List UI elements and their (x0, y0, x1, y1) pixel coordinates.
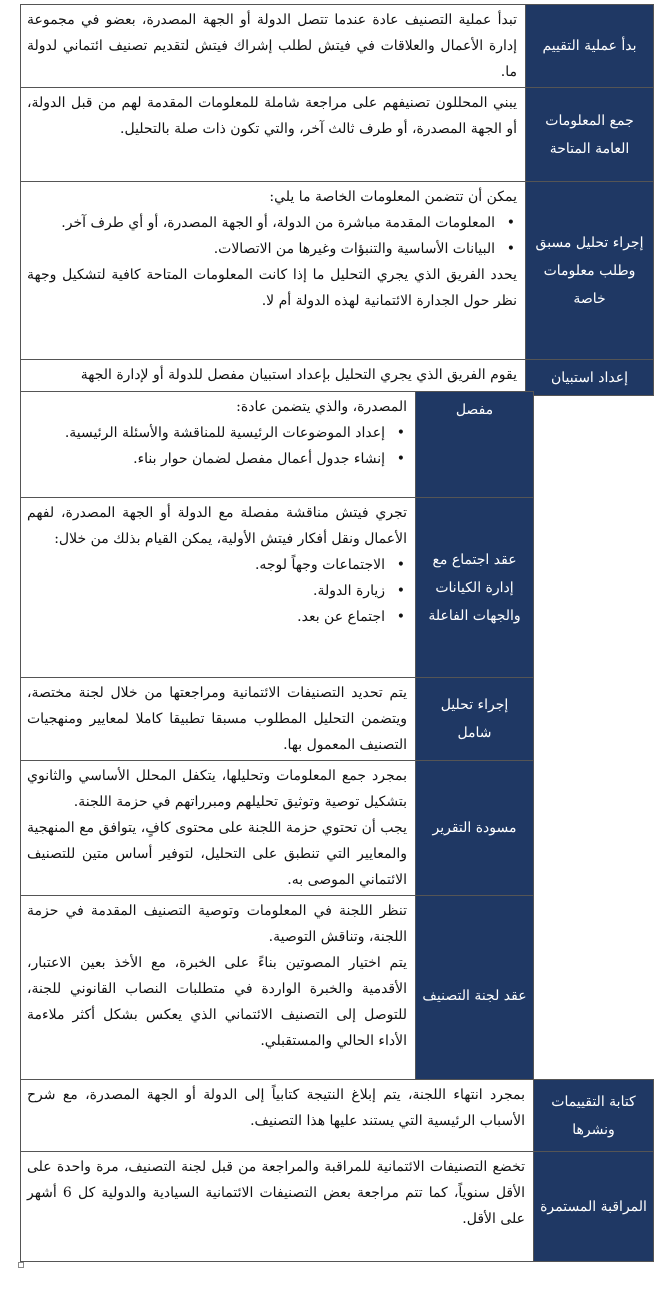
list-item: • اجتماع عن بعد. (27, 604, 385, 630)
bullet-list (27, 210, 517, 262)
row-label: إعداد استبيان (526, 360, 654, 396)
row-content (21, 182, 526, 360)
row-label: إجراء تحليل مسبق وطلب معلومات خاصة (526, 182, 654, 360)
paragraph: تنظر اللجنة في المعلومات وتوصية التصنيف المقدمة في حزمة اللجنة، وتناقش التوصية. (27, 903, 407, 945)
row-content (21, 1152, 534, 1262)
bullet-list (27, 552, 407, 630)
paragraph: المصدرة، والذي يتضمن عادة: (236, 399, 407, 415)
row-content (21, 88, 526, 182)
paragraph: يبني المحللون تصنيفهم على مراجعة شاملة للمعلومات المقدمة لهم من قبل الدولة، أو الجهة المصدرة، أو طرف ثالث آخر، والتي تكون ذات صلة بالتحليل. (27, 95, 517, 137)
paragraph: تبدأ عملية التصنيف عادة عندما تتصل الدولة أو الجهة المصدرة، بعضو في مجموعة إدارة الأعمال والعلاقات في فيتش لطلب إشراك فيتش لتقديم تصنيف ائتماني لدولة ما. (27, 12, 517, 80)
paragraph: يقوم الفريق الذي يجري التحليل بإعداد استبيان مفصل للدولة أو لإدارة الجهة (80, 367, 517, 383)
row-label: مسودة التقرير (416, 761, 534, 896)
paragraph: تخضع التصنيفات الائتمانية للمراقبة والمراجعة من قبل لجنة التصنيف، مرة واحدة على الأقل سنوياً، كما تتم مراجعة بعض التصنيفات الائتمانية السيادية والدولية كل 6 أشهر على الأقل. (27, 1159, 525, 1227)
process-table-part-1 (20, 4, 654, 396)
table-row (21, 392, 534, 498)
list-item: • البيانات الأساسية والتنبؤات وغيرها من الاتصالات. (27, 236, 495, 262)
paragraph: يتم اختيار المصوتين بناءً على الخبرة، مع الأخذ بعين الاعتبار، الأقدمية والخبرة الواردة في متطلبات النصاب القانوني للجنة، للتوصل إلى التصنيف الائتماني الذي يعكس بشكل أكثر ملاءمة الأداء الحالي والمستقبلي. (27, 955, 407, 1049)
row-label: المراقبة المستمرة (534, 1152, 654, 1262)
row-label: مفصل (416, 392, 534, 498)
row-content (21, 5, 526, 88)
table-row (21, 896, 534, 1096)
table-row (21, 1152, 654, 1262)
row-label: عقد اجتماع مع إدارة الكيانات والجهات الفاعلة (416, 498, 534, 678)
row-content (21, 1080, 534, 1152)
paragraph: تجري فيتش مناقشة مفصلة مع الدولة أو الجهة المصدرة، لفهم الأعمال ونقل أفكار فيتش الأولية، يمكن القيام بذلك من خلال: (27, 505, 407, 547)
row-label: بدأ عملية التقييم (526, 5, 654, 88)
row-content (21, 392, 416, 498)
paragraph: بمجرد جمع المعلومات وتحليلها، يتكفل المحلل الأساسي والثانوي بتشكيل توصية وتوثيق تحليلهم ومبرراتهم في حزمة اللجنة. (27, 768, 407, 810)
bullet-list (27, 420, 407, 472)
table-row (21, 5, 654, 88)
row-label: كتابة التقييمات ونشرها (534, 1080, 654, 1152)
row-label: عقد لجنة التصنيف (416, 896, 534, 1096)
list-item: • إعداد الموضوعات الرئيسية للمناقشة والأسئلة الرئيسية. (27, 420, 385, 446)
paragraph: يتم تحديد التصنيفات الائتمانية ومراجعتها من خلال لجنة مختصة، ويتضمن التحليل المطلوب مسبقا تطبيقا كاملا لمعايير ومنهجيات التصنيف المعمول بها. (27, 685, 407, 753)
list-item: • المعلومات المقدمة مباشرة من الدولة، أو الجهة المصدرة، أو أي طرف آخر. (27, 210, 495, 236)
table-row (21, 88, 654, 182)
row-label: إجراء تحليل شامل (416, 678, 534, 761)
paragraph: يحدد الفريق الذي يجري التحليل ما إذا كانت المعلومات المتاحة كافية لتشكيل وجهة نظر حول الجدارة الائتمانية لهذه الدولة أم لا. (27, 267, 517, 309)
row-content (21, 761, 416, 896)
list-item: • الاجتماعات وجهاً لوجه. (27, 552, 385, 578)
paragraph: يجب أن تحتوي حزمة اللجنة على محتوى كافٍ، يتوافق مع المنهجية والمعايير التي تنطبق على التحليل، لتوفير أساس متين للتصنيف الائتماني الموصى به. (27, 820, 407, 888)
process-table-part-2 (20, 391, 534, 1096)
table-row (21, 678, 534, 761)
table-row (21, 182, 654, 360)
row-content (21, 498, 416, 678)
paragraph: يمكن أن تتضمن المعلومات الخاصة ما يلي: (269, 189, 517, 205)
list-item: • إنشاء جدول أعمال مفصل لضمان حوار بناء. (27, 446, 385, 472)
row-label: جمع المعلومات العامة المتاحة (526, 88, 654, 182)
table-row (21, 761, 534, 896)
row-content (21, 678, 416, 761)
table-row (21, 1080, 654, 1152)
row-content (21, 896, 416, 1096)
process-table-part-3 (20, 1079, 654, 1262)
table-row (21, 498, 534, 678)
table-resize-handle[interactable] (18, 1262, 24, 1268)
list-item: • زيارة الدولة. (27, 578, 385, 604)
paragraph: بمجرد انتهاء اللجنة، يتم إبلاغ النتيجة كتابياً إلى الدولة أو الجهة المصدرة، مع شرح الأسباب الرئيسية التي يستند عليها هذا التصنيف. (27, 1087, 525, 1129)
